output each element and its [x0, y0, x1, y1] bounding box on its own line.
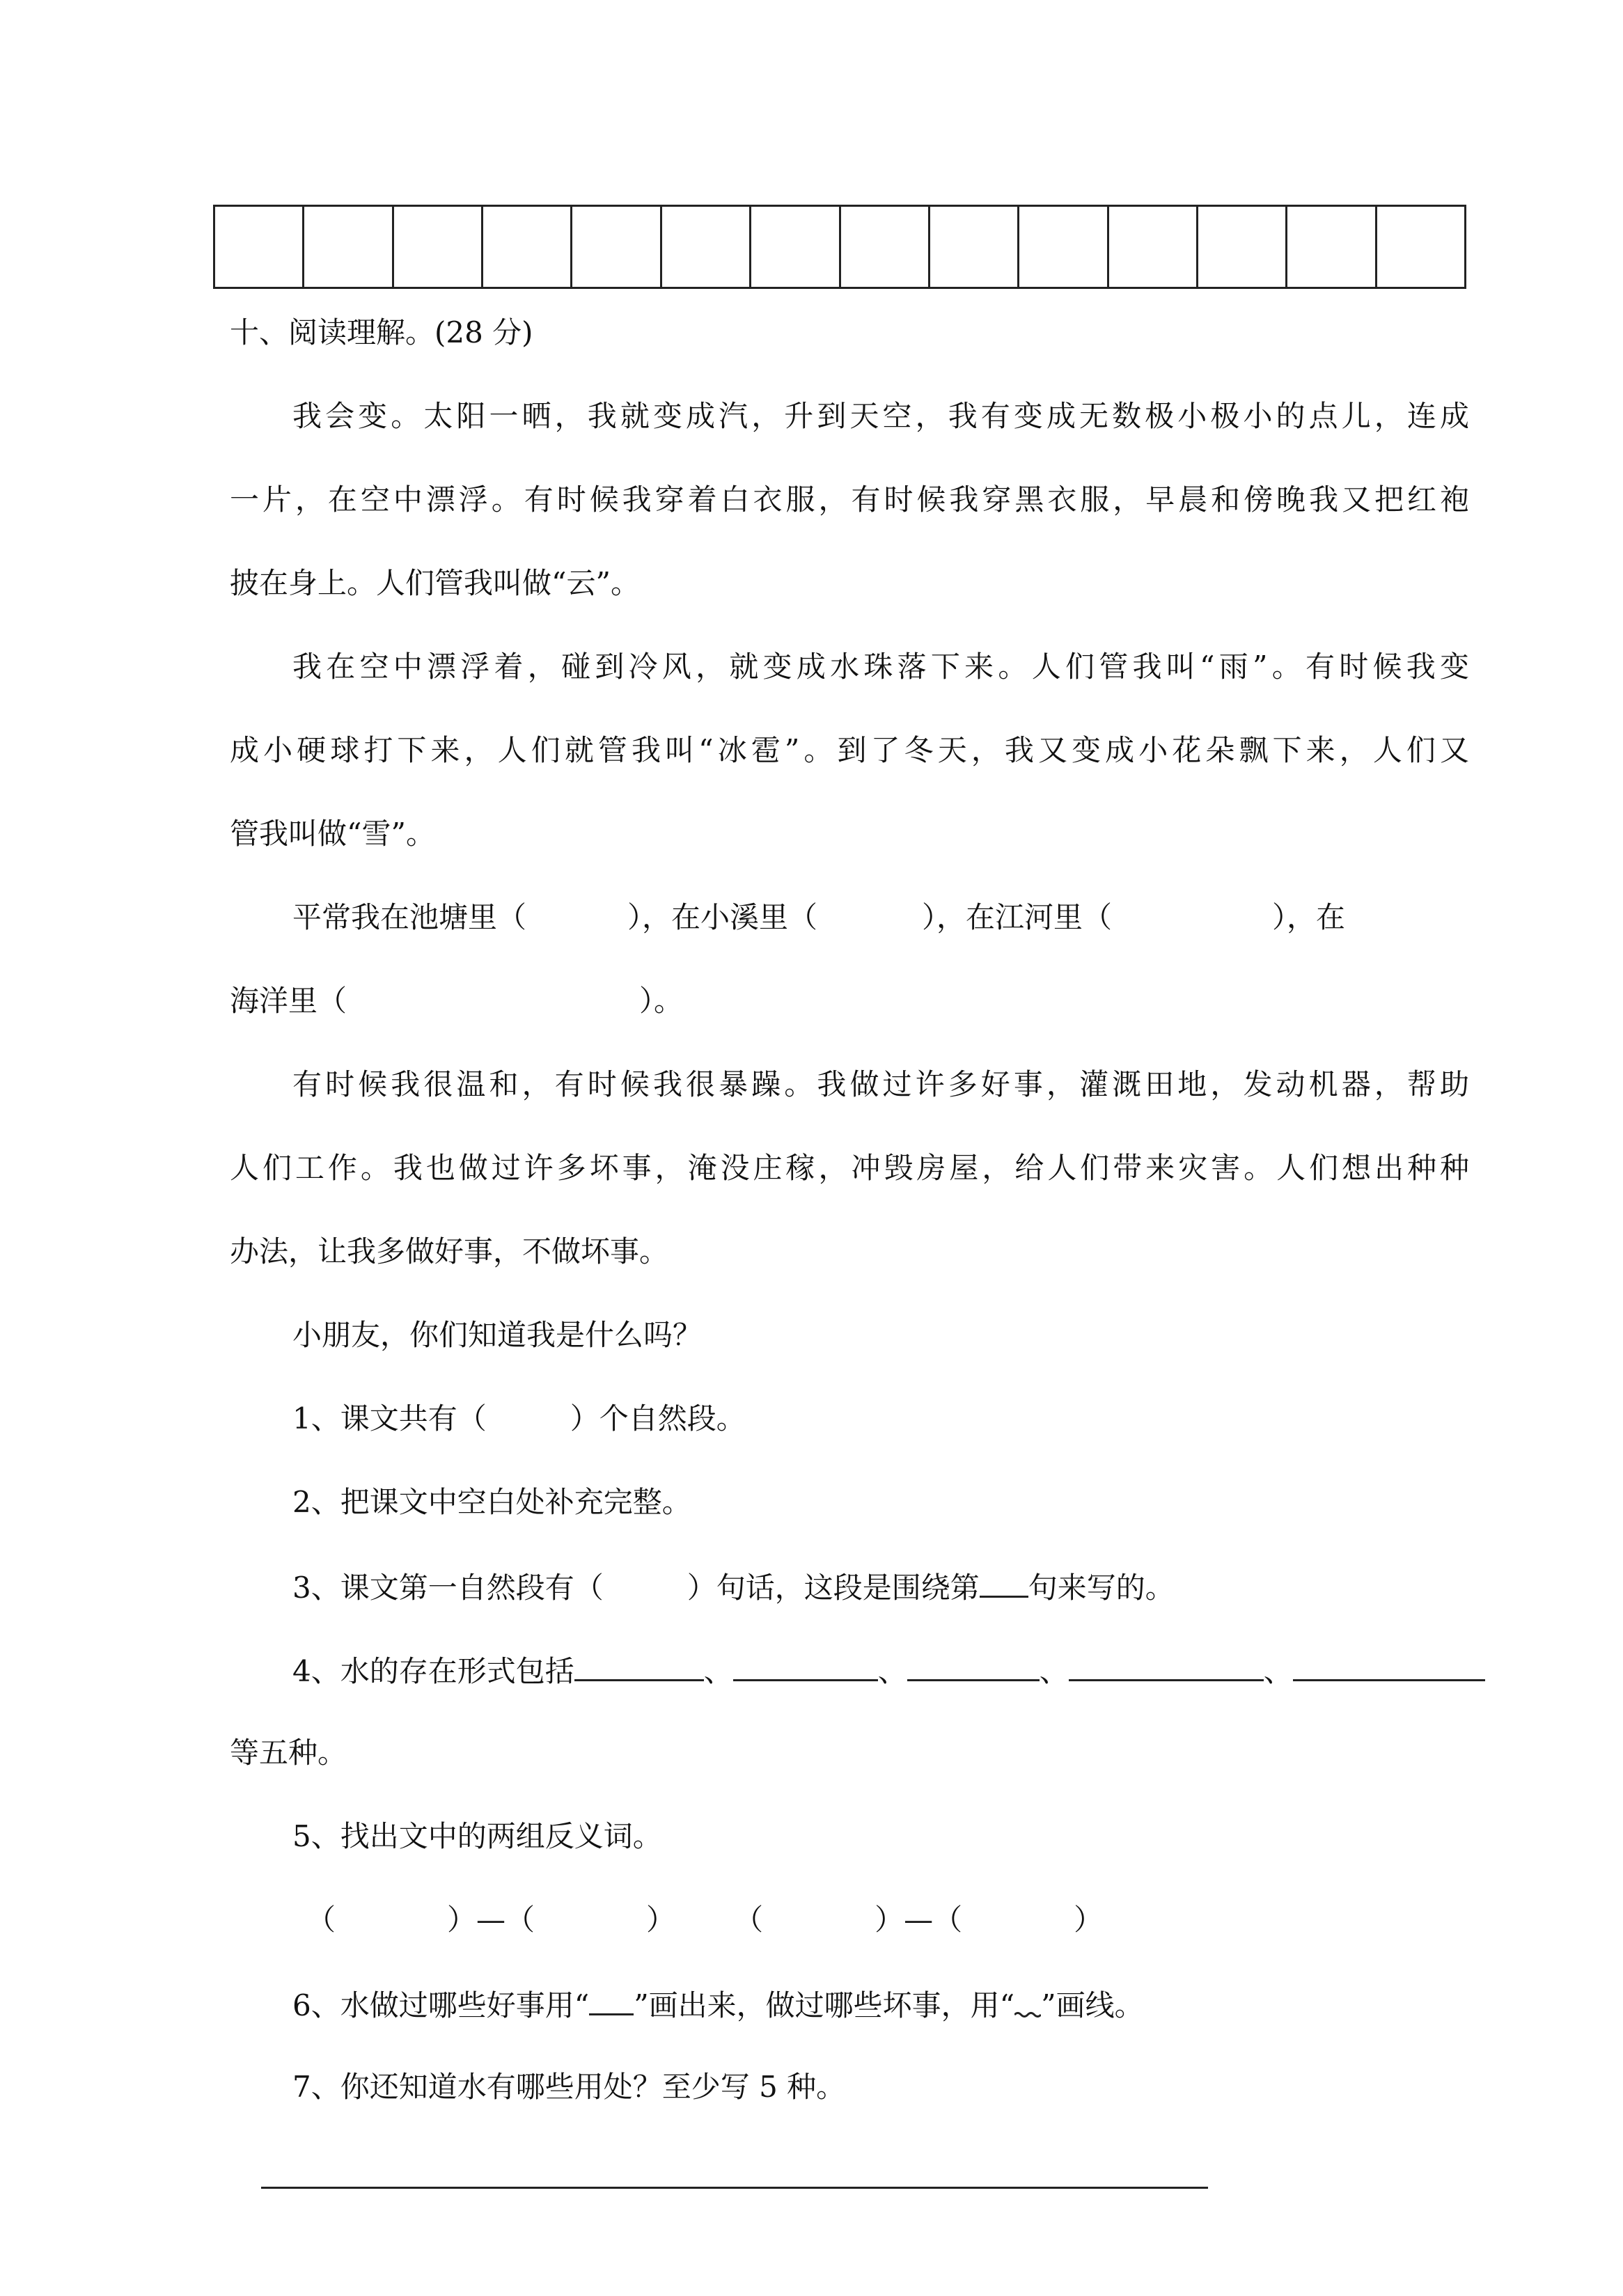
paragraph-line: 我会变。太阳一晒，我就变成汽，升到天空，我有变成无数极小极小的点儿，连成 — [292, 399, 1469, 433]
question-7: 7、你还知道水有哪些用处？至少写 5 种。 — [292, 2070, 846, 2104]
question-1 — [292, 1398, 1469, 1440]
separator: 、 — [877, 1654, 907, 1688]
fill-text: 平常我在池塘里（ — [292, 900, 527, 934]
fill-text: ），在江河里（ — [922, 900, 1113, 934]
paren-close: ） — [646, 1903, 676, 1937]
answer-underline[interactable] — [1293, 1649, 1485, 1681]
question-2: 2、把课文中空白处补充完整。 — [292, 1485, 691, 1519]
question-4-end: 等五种。 — [230, 1736, 347, 1770]
paragraph-line: 成小硬球打下来，人们就管我叫“冰雹”。到了冬天，我又变成小花朵飘下来，人们又 — [230, 733, 1469, 767]
paragraph-line: 一片，在空中漂浮。有时候我穿着白衣服，有时候我穿黑衣服，早晨和傍晚我又把红袍 — [230, 482, 1469, 517]
question-text: 句来写的。 — [1028, 1571, 1175, 1605]
question-3 — [292, 1565, 1469, 1609]
paragraph-line: 管我叫做“雪”。 — [230, 817, 435, 851]
fill-in-paragraph — [292, 897, 1469, 938]
dash: — — [904, 1903, 934, 1937]
straight-line-mark — [589, 1983, 634, 2015]
answer-underline[interactable] — [733, 1649, 878, 1681]
paren-close: ） — [875, 1903, 904, 1937]
paren-open: （ — [933, 1903, 963, 1937]
grid-cell[interactable] — [481, 207, 570, 287]
antonym-pairs — [306, 1899, 1281, 1941]
writing-grid — [213, 205, 1466, 289]
separator: 、 — [703, 1654, 733, 1688]
fill-text: ）。 — [639, 984, 684, 1018]
separator: 、 — [1263, 1654, 1293, 1688]
grid-cell[interactable] — [1196, 207, 1285, 287]
answer-underline[interactable] — [574, 1649, 704, 1681]
question-text: 6、水做过哪些好事用“ — [292, 1988, 590, 2022]
answer-line[interactable] — [261, 2187, 1208, 2189]
grid-cell[interactable] — [302, 207, 391, 287]
question-text: 3、课文第一自然段有（ — [292, 1571, 604, 1605]
grid-cell[interactable] — [839, 207, 928, 287]
paragraph-line: 小朋友，你们知道我是什么吗？ — [292, 1318, 703, 1352]
question-text: ）句话，这段是围绕第 — [687, 1571, 980, 1605]
answer-underline[interactable] — [1069, 1649, 1264, 1681]
fill-text: 海洋里（ — [230, 984, 347, 1018]
grid-cell[interactable] — [215, 207, 302, 287]
question-4 — [292, 1649, 1469, 1692]
fill-text: ），在 — [1272, 900, 1346, 934]
grid-cell[interactable] — [570, 207, 659, 287]
paren-open: （ — [734, 1903, 764, 1937]
grid-cell[interactable] — [392, 207, 481, 287]
paragraph-line: 办法，让我多做好事，不做坏事。 — [230, 1234, 669, 1268]
grid-cell[interactable] — [1107, 207, 1196, 287]
grid-cell[interactable] — [1017, 207, 1106, 287]
answer-underline[interactable] — [980, 1565, 1028, 1598]
grid-cell[interactable] — [749, 207, 838, 287]
paragraph-line: 有时候我很温和，有时候我很暴躁。我做过许多好事，灌溉田地，发动机器，帮助 — [292, 1067, 1469, 1101]
paren-close: ） — [447, 1903, 477, 1937]
question-text: 1、课文共有（ — [292, 1401, 487, 1436]
section-title: 十、阅读理解。(28 分) — [230, 315, 533, 349]
grid-cell[interactable] — [928, 207, 1017, 287]
separator: 、 — [1039, 1654, 1069, 1688]
paren-close: ） — [1074, 1903, 1104, 1937]
wavy-line-mark — [1014, 1985, 1041, 2015]
question-text: ”画线。 — [1041, 1988, 1144, 2022]
question-text: ”画出来，做过哪些坏事，用“ — [634, 1988, 1015, 2022]
question-text: ）个自然段。 — [570, 1401, 746, 1436]
question-6 — [292, 1983, 1469, 2027]
grid-cell[interactable] — [660, 207, 749, 287]
paren-open: （ — [505, 1903, 535, 1937]
paren-open: （ — [306, 1903, 336, 1937]
dash: — — [476, 1903, 506, 1937]
question-5: 5、找出文中的两组反义词。 — [292, 1819, 662, 1853]
fill-text: ），在小溪里（ — [627, 900, 818, 934]
paragraph-line: 人们工作。我也做过许多坏事，淹没庄稼，冲毁房屋，给人们带来灾害。人们想出种种 — [230, 1151, 1469, 1185]
fill-in-paragraph — [230, 980, 1469, 1022]
paragraph-line: 披在身上。人们管我叫做“云”。 — [230, 566, 640, 600]
grid-cell[interactable] — [1285, 207, 1374, 287]
grid-cell[interactable] — [1375, 207, 1464, 287]
answer-underline[interactable] — [907, 1649, 1040, 1681]
question-text: 4、水的存在形式包括 — [292, 1654, 574, 1688]
paragraph-line: 我在空中漂浮着，碰到冷风，就变成水珠落下来。人们管我叫“雨”。有时候我变 — [292, 650, 1469, 684]
